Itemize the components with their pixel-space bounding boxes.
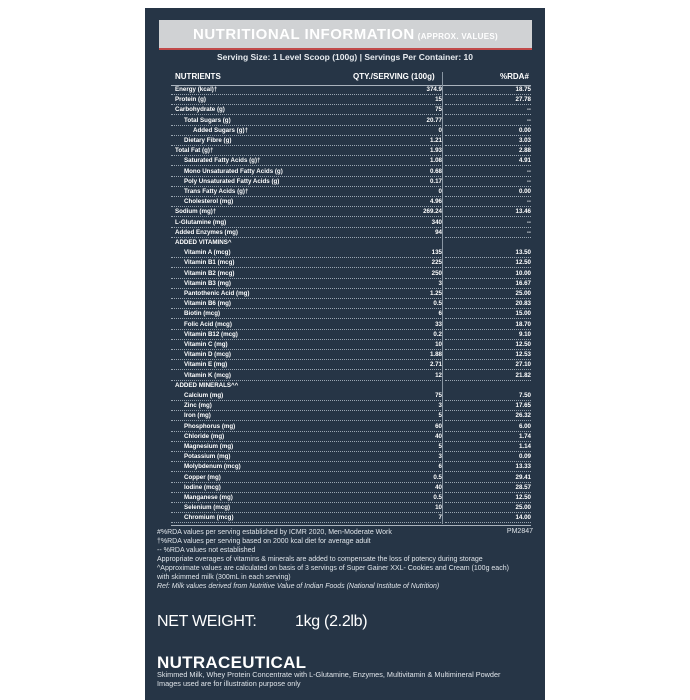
nutrient-rda: 21.82: [515, 371, 531, 379]
nutrient-name: Sodium (mg)†: [175, 208, 217, 216]
table-row: [145, 197, 545, 207]
nutrient-rda: 18.70: [515, 320, 531, 328]
nutrient-rda: 10.00: [515, 269, 531, 277]
table-row: [145, 503, 545, 513]
footnote-line: #%RDA values per serving established by ICMR 2020, Men-Moderate Work: [157, 529, 392, 536]
nutrient-qty: 33: [435, 320, 442, 328]
nutrient-qty: 3: [438, 279, 442, 287]
nutrient-rda: 20.83: [515, 300, 531, 308]
section-header-row: [145, 238, 545, 248]
table-row: [145, 391, 545, 401]
nutrient-rda: 28.57: [515, 483, 531, 491]
nutrient-qty: 5: [438, 443, 442, 450]
nutrient-name: Trans Fatty Acids (g)†: [184, 188, 249, 195]
nutrient-qty: 94: [435, 228, 442, 236]
table-row: [145, 258, 545, 268]
table-row: [145, 483, 545, 493]
net-weight-value: 1kg (2.2lb): [295, 613, 368, 630]
nutrient-qty: 10: [435, 341, 442, 348]
table-row: [145, 411, 545, 421]
nutrient-name: Iodine (mcg): [184, 483, 221, 491]
table-row: [145, 289, 545, 299]
footnotes: [157, 528, 535, 591]
nutrient-name: Chloride (mg): [184, 432, 225, 440]
nutrient-qty: 1.21: [429, 137, 442, 144]
nutrient-name: Iron (mg): [184, 412, 211, 420]
table-row: [145, 309, 545, 319]
nutrient-qty: 374.9: [426, 86, 442, 93]
nutrient-qty: 3: [438, 453, 442, 461]
table-row: [145, 432, 545, 442]
nutrient-rda: 0.00: [518, 188, 531, 195]
panel-subtitle: (APPROX. VALUES): [417, 31, 498, 41]
nutrient-name: Cholesterol (mg): [184, 198, 234, 206]
footnote-line: ^Approximate values are calculated on basis of 3 servings of Super Gainer XXL- Cookies and Cream (100g each): [157, 565, 509, 572]
table-row: [145, 279, 545, 289]
ingredients-text: Skimmed Milk, Whey Protein Concentrate with L-Glutamine, Enzymes, Multivitamin & Multimineral Powder: [157, 670, 501, 679]
nutrient-name: Vitamin C (mg): [184, 341, 228, 348]
title-banner: [159, 20, 532, 50]
nutrient-qty: 20.77: [426, 116, 442, 124]
footnote-line: -- %RDA values not established: [157, 547, 256, 554]
table-row: [145, 207, 545, 217]
nutrient-rda: 13.46: [515, 208, 531, 216]
nutrient-qty: 6: [438, 463, 442, 471]
nutrient-rda: 25.00: [515, 504, 531, 512]
header-nutrients: NUTRIENTS: [175, 72, 221, 81]
nutrient-qty: 2.71: [429, 361, 442, 369]
nutrient-qty: 40: [435, 483, 442, 491]
nutrient-rda: --: [526, 116, 531, 124]
table-row: [145, 330, 545, 340]
nutrient-name: Phosphorus (mg): [184, 422, 236, 430]
nutrient-name: Chromium (mcg): [184, 514, 234, 522]
nutrient-rda: 6.00: [518, 422, 531, 430]
nutrient-qty: 0.2: [433, 330, 442, 338]
nutrient-name: Total Sugars (g): [184, 116, 231, 124]
nutrient-name: Vitamin B1 (mcg): [184, 259, 235, 267]
table-row: [145, 473, 545, 483]
nutrient-rda: 12.53: [515, 351, 531, 359]
nutrient-name: Energy (kcal)†: [175, 86, 218, 93]
nutrient-name: Saturated Fatty Acids (g)†: [184, 157, 261, 165]
nutrient-name: Protein (g): [175, 96, 206, 104]
nutrient-name: Vitamin E (mg): [184, 361, 228, 369]
nutrient-qty: 0: [438, 188, 442, 195]
nutrient-rda: 4.91: [518, 157, 531, 165]
nutrition-panel: [145, 8, 545, 700]
nutrient-name: Carbohydrate (g): [175, 106, 225, 114]
nutrient-rda: 1.14: [518, 443, 531, 450]
nutrient-qty: 5: [438, 412, 442, 420]
nutrient-name: Vitamin A (mcg): [184, 249, 231, 257]
nutrient-qty: 1.93: [429, 147, 442, 155]
nutrient-rda: 0.09: [518, 453, 531, 461]
table-row: [145, 442, 545, 452]
nutrient-qty: 0: [438, 126, 442, 134]
nutrient-qty: 15: [435, 96, 442, 104]
nutrient-rda: 3.03: [518, 137, 531, 144]
nutrient-qty: 3: [438, 402, 442, 410]
table-bottom-divider: [171, 525, 531, 526]
nutrient-qty: 1.25: [429, 290, 442, 297]
table-row: [145, 493, 545, 503]
brand-name: NUTRACEUTICAL: [157, 653, 307, 672]
nutrient-rda: 18.75: [515, 86, 531, 93]
nutrient-name: Biotin (mcg): [184, 310, 221, 318]
nutrient-qty: 0.5: [433, 494, 442, 501]
nutrient-qty: 10: [435, 504, 442, 512]
nutrient-name: Added Enzymes (mg): [175, 228, 238, 236]
nutrient-name: Total Fat (g)†: [175, 147, 214, 155]
nutrient-name: Added Sugars (g)†: [193, 126, 249, 134]
nutrient-rda: 13.33: [515, 463, 531, 471]
table-row: [145, 360, 545, 370]
header-qty: QTY./SERVING (100g): [353, 72, 435, 81]
nutrient-name: Potassium (mg): [184, 453, 231, 461]
nutrient-name: Zinc (mg): [184, 402, 212, 410]
nutrient-rda: 26.32: [515, 412, 531, 420]
nutrient-name: ADDED VITAMINS^: [175, 239, 232, 246]
table-row: [145, 167, 545, 177]
nutrient-rda: 7.50: [518, 392, 531, 399]
table-row: [145, 248, 545, 258]
nutrient-rda: 13.50: [515, 249, 531, 257]
table-row: [145, 85, 545, 95]
nutrient-qty: 40: [435, 432, 442, 440]
footnote-line: †%RDA values per serving based on 2000 kcal diet for average adult: [157, 538, 371, 545]
panel-title: NUTRITIONAL INFORMATION: [193, 25, 415, 43]
nutrient-name: Folic Acid (mcg): [184, 320, 232, 328]
nutrient-rda: 27.10: [515, 361, 531, 369]
row-leader-line: [171, 522, 441, 523]
table-row: [145, 187, 545, 197]
nutrient-rda: --: [526, 177, 531, 185]
nutrient-qty: 75: [435, 392, 442, 399]
footnote-line: with skimmed milk (300mL in each serving): [157, 574, 291, 581]
nutrient-name: Poly Unsaturated Fatty Acids (g): [184, 177, 280, 185]
nutrient-rda: --: [526, 167, 531, 175]
nutrient-qty: 250: [431, 269, 442, 277]
nutrient-name: Dietary Fibre (g): [184, 137, 232, 144]
disclaimer-text: Images used are for illustration purpose only: [157, 679, 301, 688]
nutrient-name: Selenium (mcg): [184, 504, 231, 512]
nutrient-rda: 9.10: [518, 330, 531, 338]
nutrient-name: Magnesium (mg): [184, 443, 234, 450]
nutrient-name: Copper (mg): [184, 473, 221, 481]
table-row: [145, 462, 545, 472]
nutrient-name: Calcium (mg): [184, 392, 224, 399]
nutrient-name: Vitamin K (mcg): [184, 371, 231, 379]
nutrient-qty: 135: [431, 249, 442, 257]
nutrient-name: Pantothenic Acid (mg): [184, 290, 250, 297]
table-row: [145, 371, 545, 381]
nutrient-rda: --: [526, 198, 531, 206]
nutrient-rda: 17.65: [515, 402, 531, 410]
table-row: [145, 177, 545, 187]
table-row: [145, 422, 545, 432]
footnote-reference: Ref: Milk values derived from Nutritive Value of Indian Foods (National Institute of Nutrition): [157, 583, 440, 590]
nutrient-name: L-Glutamine (mg): [175, 218, 227, 226]
nutrient-qty: 0.5: [433, 473, 442, 481]
nutrient-name: ADDED MINERALS^^: [175, 381, 239, 389]
nutrient-rda: 12.50: [515, 259, 531, 267]
nutrient-qty: 1.08: [429, 157, 442, 165]
table-row: [145, 126, 545, 136]
nutrient-rda: 27.78: [515, 96, 531, 104]
nutrient-qty: 7: [438, 514, 442, 522]
table-row: [145, 116, 545, 126]
nutrient-name: Vitamin B6 (mg): [184, 300, 231, 308]
nutrient-rda: 0.00: [518, 126, 531, 134]
section-header-row: [145, 381, 545, 391]
table-row: [145, 340, 545, 350]
nutrient-qty: 1.88: [429, 351, 442, 359]
footnote-line: Appropriate overages of vitamins & minerals are added to compensate the loss of potency during storage: [157, 556, 483, 563]
table-row: [145, 156, 545, 166]
table-row: [145, 452, 545, 462]
table-row: [145, 146, 545, 156]
nutrient-name: Vitamin B2 (mcg): [184, 269, 235, 277]
table-row: [145, 299, 545, 309]
table-row: [145, 228, 545, 238]
table-row: [145, 513, 545, 523]
table-row: [145, 320, 545, 330]
nutrient-qty: 60: [435, 422, 442, 430]
table-row: [145, 401, 545, 411]
header-rda: %RDA#: [500, 72, 529, 81]
nutrient-name: Mono Unsaturated Fatty Acids (g): [184, 167, 283, 175]
nutrient-qty: 0.5: [433, 300, 442, 308]
nutrient-rda: 29.41: [515, 473, 531, 481]
nutrient-name: Manganese (mg): [184, 494, 233, 501]
nutrient-rda: 16.67: [515, 279, 531, 287]
table-row: [145, 350, 545, 360]
nutrient-rda: 1.74: [518, 432, 531, 440]
nutrient-rda: 15.00: [515, 310, 531, 318]
nutrient-rda: 12.50: [515, 494, 531, 501]
nutrient-qty: 340: [431, 218, 442, 226]
nutrient-qty: 12: [435, 371, 442, 379]
nutrient-rda: --: [526, 218, 531, 226]
nutrient-qty: 0.17: [429, 177, 442, 185]
table-row: [145, 136, 545, 146]
table-row: [145, 269, 545, 279]
table-row: [145, 218, 545, 228]
nutrient-rda: 12.50: [515, 341, 531, 348]
nutrient-name: Vitamin B3 (mg): [184, 279, 231, 287]
nutrient-name: Molybdenum (mcg): [184, 463, 241, 471]
nutrient-qty: 0.68: [429, 167, 442, 175]
nutrient-rda: 14.00: [515, 514, 531, 522]
net-weight-label: NET WEIGHT:: [157, 613, 257, 630]
nutrient-qty: 225: [431, 259, 442, 267]
serving-info: Serving Size: 1 Level Scoop (100g) | Servings Per Container: 10: [216, 52, 474, 62]
nutrient-rda: 2.88: [518, 147, 531, 155]
nutrient-qty: 75: [435, 106, 442, 114]
nutrient-name: Vitamin D (mcg): [184, 351, 231, 359]
nutrient-qty: 269.24: [423, 208, 442, 216]
product-code: PM2847: [506, 528, 533, 535]
table-row: [145, 105, 545, 115]
nutrient-name: Vitamin B12 (mcg): [184, 330, 238, 338]
nutrient-rda: --: [526, 106, 531, 114]
nutrient-qty: 4.96: [429, 198, 442, 206]
table-row: [145, 95, 545, 105]
nutrient-qty: 6: [438, 310, 442, 318]
nutrient-rda: 25.00: [515, 290, 531, 297]
nutrient-rda: --: [526, 228, 531, 236]
